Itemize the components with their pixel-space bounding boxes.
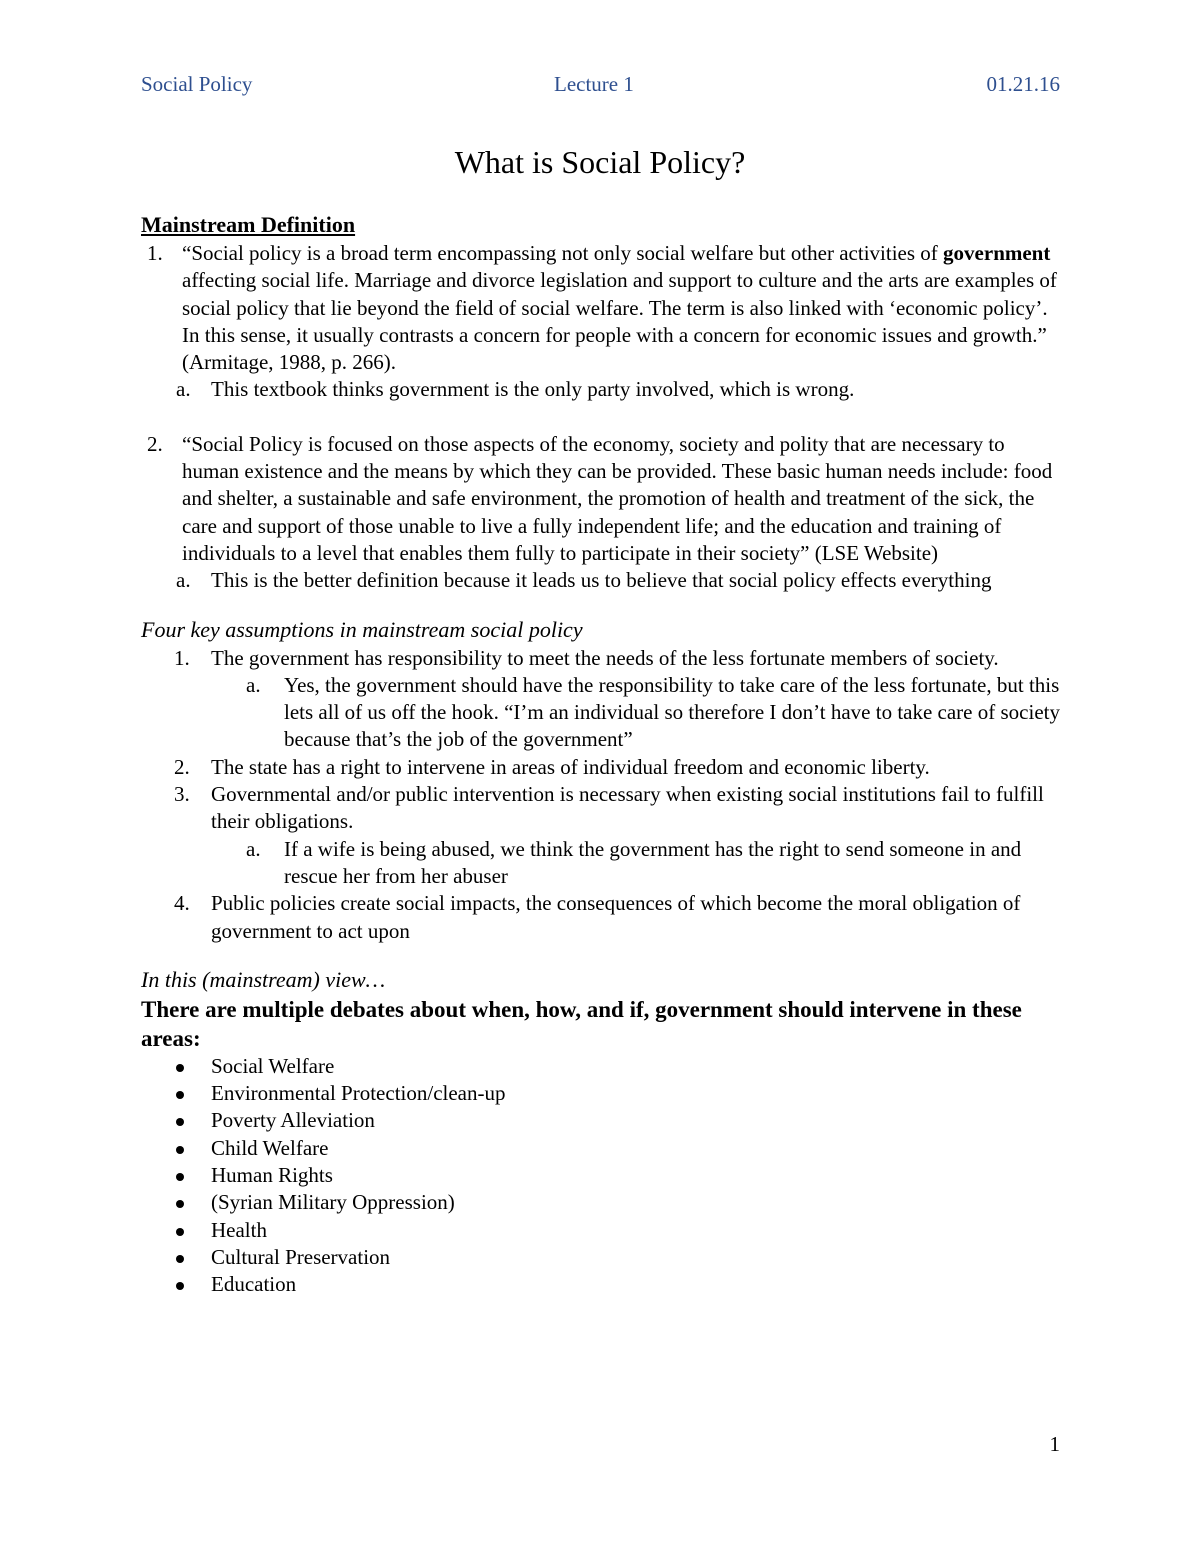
page-header (141, 72, 1060, 102)
document-body (141, 210, 1061, 1299)
list-item (141, 1162, 1061, 1189)
list-marker: 2. (147, 431, 163, 456)
bullet-text: Health (211, 1217, 267, 1242)
list-item (141, 1244, 1061, 1271)
list-marker: 4. (174, 891, 190, 916)
list-item (141, 1107, 1061, 1134)
subitem-text: If a wife is being abused, we think the government has the right to send someone in and rescue her from her abuser (284, 836, 1022, 888)
list-marker: a. (176, 377, 191, 402)
definition-text: “Social Policy is focused on those aspects of the economy, society and polity that are necessary to human existence and the means by which they can be provided. These basic human needs include: food and shelter, a sustainable and safe environment, the promotion of health and treatment of the sick, the care and support of those unable to live a fully independent life; and the education and training of individuals to a level that enables them fully to participate in their society” (LSE Website) (182, 431, 1053, 565)
list-marker: a. (246, 836, 261, 861)
bullet-icon (176, 1228, 184, 1236)
page-number: 1 (1049, 1432, 1060, 1456)
list-marker: 1. (147, 241, 163, 265)
bullet-icon (176, 1200, 184, 1208)
debates-intro: In this (mainstream) view… (141, 966, 386, 992)
list-marker: a. (246, 672, 261, 697)
bullet-icon (176, 1255, 184, 1263)
bullet-text: Social Welfare (211, 1053, 335, 1078)
definition-item-1 (141, 240, 1061, 376)
definition-subitem-1a (141, 376, 1061, 403)
list-item (141, 1080, 1061, 1107)
bullet-text: Cultural Preservation (211, 1244, 391, 1269)
bullet-icon (176, 1173, 184, 1181)
header-course: Social Policy (141, 72, 253, 96)
list-marker: a. (176, 568, 191, 593)
assumption-item-1 (141, 645, 1061, 672)
assumptions-list (141, 645, 1061, 945)
spacer (141, 945, 1061, 965)
definition-item-2 (141, 431, 1061, 567)
bullet-text: Environmental Protection/clean-up (211, 1081, 506, 1106)
bullet-icon (176, 1146, 184, 1154)
bullet-text: Education (211, 1272, 297, 1297)
page-title: What is Social Policy? (454, 144, 746, 180)
list-marker: 2. (174, 754, 190, 779)
subitem-text: This is the better definition because it leads us to believe that social policy effects everything (211, 568, 992, 593)
definition-text-part: “Social policy is a broad term encompassing not only social welfare but other activities of (182, 241, 944, 265)
assumption-text: The state has a right to intervene in areas of individual freedom and economic liberty. (211, 754, 930, 779)
bullet-text: (Syrian Military Oppression) (211, 1190, 455, 1215)
list-item (141, 1271, 1061, 1298)
bullet-text: Human Rights (211, 1163, 333, 1188)
mainstream-heading: Mainstream Definition (141, 212, 356, 237)
bullet-icon (176, 1064, 184, 1072)
header-lecture: Lecture 1 (554, 72, 634, 96)
definition-subitem-2a (141, 567, 1061, 594)
spacer (141, 404, 1061, 431)
subitem-text: Yes, the government should have the responsibility to take care of the less fortunate, but this lets all of us off the hook. “I’m an individual so therefore I don’t have to take care of society because that’s the job of the government” (284, 672, 1060, 752)
bullet-text: Child Welfare (211, 1135, 329, 1160)
assumptions-heading: Four key assumptions in mainstream social policy (141, 616, 583, 642)
debates-statement: There are multiple debates about when, how, and if, government should intervene in these areas: (141, 996, 1022, 1051)
bullet-icon (176, 1282, 184, 1290)
definition-bold-word: government (943, 241, 1051, 265)
bullet-icon (176, 1118, 184, 1126)
header-date: 01.21.16 (986, 72, 1060, 96)
assumption-text: Governmental and/or public intervention is necessary when existing social institutions fail to fulfill their obligations. (211, 782, 1044, 834)
list-marker: 3. (174, 782, 190, 807)
list-item (141, 1217, 1061, 1244)
assumption-subitem-1a (141, 672, 1061, 754)
definition-text-part: affecting social life. Marriage and divorce legislation and support to culture and the arts are examples of social policy that lie beyond the field of social welfare. The term is also linked with ‘economic policy’. In this sense, it usually contrasts a concern for people with a concern for economic issues and growth.” (Armitage, 1988, p. 266). (182, 268, 1057, 375)
assumption-text: Public policies create social impacts, the consequences of which become the moral obligation of government to act upon (211, 891, 1021, 943)
assumption-text: The government has responsibility to meet the needs of the less fortunate members of society. (211, 645, 999, 670)
list-item (141, 1053, 1061, 1080)
assumption-item-2 (141, 754, 1061, 781)
debate-areas-list (141, 1053, 1061, 1299)
list-item (141, 1189, 1061, 1216)
mainstream-definition-list (141, 240, 1061, 595)
assumption-item-4 (141, 890, 1061, 945)
bullet-text: Poverty Alleviation (211, 1108, 375, 1133)
assumption-subitem-3a (141, 836, 1061, 891)
list-marker: 1. (174, 645, 190, 670)
subitem-text: This textbook thinks government is the only party involved, which is wrong. (211, 377, 855, 402)
assumption-item-3 (141, 781, 1061, 836)
bullet-icon (176, 1091, 184, 1099)
list-item (141, 1135, 1061, 1162)
spacer (141, 595, 1061, 615)
